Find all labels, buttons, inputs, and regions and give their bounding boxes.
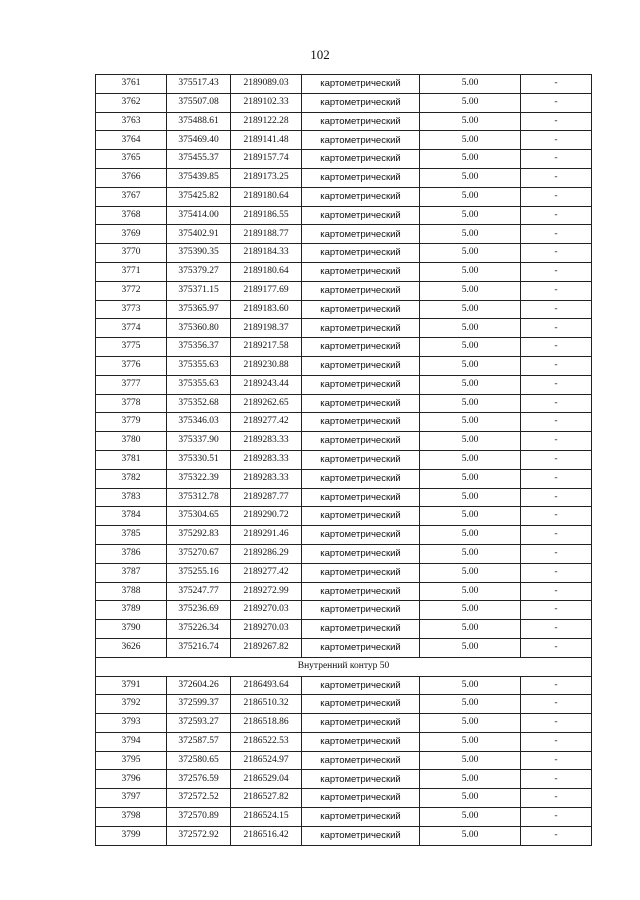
table-row xyxy=(96,356,592,375)
point-number-cell: 3791 xyxy=(96,676,167,695)
accuracy-cell: 5.00 xyxy=(420,225,521,244)
x-coordinate-cell: 375247.77 xyxy=(167,582,231,601)
method-cell: картометрический xyxy=(302,356,420,375)
note-cell: - xyxy=(521,826,592,845)
accuracy-cell: 5.00 xyxy=(420,281,521,300)
note-cell: - xyxy=(521,732,592,751)
y-coordinate-cell: 2189183.60 xyxy=(231,300,302,319)
y-coordinate-cell: 2189089.03 xyxy=(231,75,302,94)
y-coordinate-cell: 2186518.86 xyxy=(231,714,302,733)
x-coordinate-cell: 375365.97 xyxy=(167,300,231,319)
note-cell: - xyxy=(521,620,592,639)
method-cell: картометрический xyxy=(302,319,420,338)
accuracy-cell: 5.00 xyxy=(420,262,521,281)
x-coordinate-cell: 372570.89 xyxy=(167,808,231,827)
y-coordinate-cell: 2189272.99 xyxy=(231,582,302,601)
note-cell: - xyxy=(521,262,592,281)
note-cell: - xyxy=(521,168,592,187)
table-row xyxy=(96,93,592,112)
note-cell: - xyxy=(521,244,592,263)
method-cell: картометрический xyxy=(302,93,420,112)
table-row xyxy=(96,751,592,770)
note-cell: - xyxy=(521,469,592,488)
page-number: 102 xyxy=(310,47,330,62)
point-number-cell: 3768 xyxy=(96,206,167,225)
point-number-cell: 3797 xyxy=(96,789,167,808)
accuracy-cell: 5.00 xyxy=(420,563,521,582)
point-number-cell: 3776 xyxy=(96,356,167,375)
x-coordinate-cell: 375346.03 xyxy=(167,413,231,432)
accuracy-cell: 5.00 xyxy=(420,168,521,187)
x-coordinate-cell: 375312.78 xyxy=(167,488,231,507)
method-cell: картометрический xyxy=(302,751,420,770)
x-coordinate-cell: 375371.15 xyxy=(167,281,231,300)
note-cell: - xyxy=(521,112,592,131)
accuracy-cell: 5.00 xyxy=(420,751,521,770)
point-number-cell: 3796 xyxy=(96,770,167,789)
coordinates-table xyxy=(95,74,592,846)
y-coordinate-cell: 2189157.74 xyxy=(231,150,302,169)
point-number-cell: 3765 xyxy=(96,150,167,169)
note-cell: - xyxy=(521,638,592,657)
x-coordinate-cell: 375352.68 xyxy=(167,394,231,413)
method-cell: картометрический xyxy=(302,582,420,601)
note-cell: - xyxy=(521,150,592,169)
x-coordinate-cell: 375304.65 xyxy=(167,507,231,526)
method-cell: картометрический xyxy=(302,544,420,563)
method-cell: картометрический xyxy=(302,714,420,733)
table-row xyxy=(96,206,592,225)
x-coordinate-cell: 375507.08 xyxy=(167,93,231,112)
method-cell: картометрический xyxy=(302,638,420,657)
x-coordinate-cell: 372580.65 xyxy=(167,751,231,770)
note-cell: - xyxy=(521,375,592,394)
note-cell: - xyxy=(521,695,592,714)
accuracy-cell: 5.00 xyxy=(420,206,521,225)
x-coordinate-cell: 375216.74 xyxy=(167,638,231,657)
note-cell: - xyxy=(521,450,592,469)
table-row xyxy=(96,808,592,827)
table-row xyxy=(96,695,592,714)
point-number-cell: 3799 xyxy=(96,826,167,845)
accuracy-cell: 5.00 xyxy=(420,450,521,469)
point-number-cell: 3785 xyxy=(96,526,167,545)
method-cell: картометрический xyxy=(302,187,420,206)
y-coordinate-cell: 2189217.58 xyxy=(231,338,302,357)
table-row xyxy=(96,75,592,94)
note-cell: - xyxy=(521,187,592,206)
method-cell: картометрический xyxy=(302,526,420,545)
note-cell: - xyxy=(521,131,592,150)
y-coordinate-cell: 2186493.64 xyxy=(231,676,302,695)
table-row xyxy=(96,168,592,187)
y-coordinate-cell: 2186527.82 xyxy=(231,789,302,808)
y-coordinate-cell: 2189283.33 xyxy=(231,432,302,451)
y-coordinate-cell: 2189283.33 xyxy=(231,450,302,469)
accuracy-cell: 5.00 xyxy=(420,394,521,413)
table-row xyxy=(96,432,592,451)
x-coordinate-cell: 372604.26 xyxy=(167,676,231,695)
point-number-cell: 3762 xyxy=(96,93,167,112)
x-coordinate-cell: 375355.63 xyxy=(167,356,231,375)
x-coordinate-cell: 375425.82 xyxy=(167,187,231,206)
x-coordinate-cell: 375439.85 xyxy=(167,168,231,187)
y-coordinate-cell: 2186510.32 xyxy=(231,695,302,714)
table-body-after xyxy=(96,676,592,845)
note-cell: - xyxy=(521,582,592,601)
accuracy-cell: 5.00 xyxy=(420,695,521,714)
note-cell: - xyxy=(521,751,592,770)
section-row xyxy=(96,657,592,676)
point-number-cell: 3790 xyxy=(96,620,167,639)
table-row xyxy=(96,544,592,563)
accuracy-cell: 5.00 xyxy=(420,789,521,808)
y-coordinate-cell: 2186524.15 xyxy=(231,808,302,827)
y-coordinate-cell: 2189198.37 xyxy=(231,319,302,338)
method-cell: картометрический xyxy=(302,168,420,187)
point-number-cell: 3783 xyxy=(96,488,167,507)
table-row xyxy=(96,187,592,206)
note-cell: - xyxy=(521,338,592,357)
accuracy-cell: 5.00 xyxy=(420,469,521,488)
point-number-cell: 3786 xyxy=(96,544,167,563)
method-cell: картометрический xyxy=(302,770,420,789)
table-row xyxy=(96,150,592,169)
point-number-cell: 3798 xyxy=(96,808,167,827)
table-row xyxy=(96,319,592,338)
x-coordinate-cell: 375355.63 xyxy=(167,375,231,394)
table-row xyxy=(96,225,592,244)
accuracy-cell: 5.00 xyxy=(420,714,521,733)
method-cell: картометрический xyxy=(302,789,420,808)
point-number-cell: 3795 xyxy=(96,751,167,770)
table-row xyxy=(96,244,592,263)
point-number-cell: 3781 xyxy=(96,450,167,469)
accuracy-cell: 5.00 xyxy=(420,150,521,169)
note-cell: - xyxy=(521,356,592,375)
y-coordinate-cell: 2189270.03 xyxy=(231,601,302,620)
point-number-cell: 3784 xyxy=(96,507,167,526)
accuracy-cell: 5.00 xyxy=(420,826,521,845)
point-number-cell: 3782 xyxy=(96,469,167,488)
point-number-cell: 3761 xyxy=(96,75,167,94)
x-coordinate-cell: 375488.61 xyxy=(167,112,231,131)
y-coordinate-cell: 2189270.03 xyxy=(231,620,302,639)
point-number-cell: 3779 xyxy=(96,413,167,432)
point-number-cell: 3771 xyxy=(96,262,167,281)
note-cell: - xyxy=(521,394,592,413)
accuracy-cell: 5.00 xyxy=(420,676,521,695)
y-coordinate-cell: 2189122.28 xyxy=(231,112,302,131)
y-coordinate-cell: 2189277.42 xyxy=(231,563,302,582)
note-cell: - xyxy=(521,714,592,733)
table-row xyxy=(96,488,592,507)
accuracy-cell: 5.00 xyxy=(420,582,521,601)
x-coordinate-cell: 375236.69 xyxy=(167,601,231,620)
accuracy-cell: 5.00 xyxy=(420,375,521,394)
method-cell: картометрический xyxy=(302,469,420,488)
x-coordinate-cell: 372599.37 xyxy=(167,695,231,714)
note-cell: - xyxy=(521,319,592,338)
x-coordinate-cell: 375356.37 xyxy=(167,338,231,357)
table-row xyxy=(96,563,592,582)
note-cell: - xyxy=(521,808,592,827)
table-row xyxy=(96,826,592,845)
note-cell: - xyxy=(521,676,592,695)
table-row xyxy=(96,789,592,808)
note-cell: - xyxy=(521,789,592,808)
method-cell: картометрический xyxy=(302,620,420,639)
method-cell: картометрический xyxy=(302,413,420,432)
y-coordinate-cell: 2189283.33 xyxy=(231,469,302,488)
y-coordinate-cell: 2186524.97 xyxy=(231,751,302,770)
table-row xyxy=(96,507,592,526)
accuracy-cell: 5.00 xyxy=(420,770,521,789)
accuracy-cell: 5.00 xyxy=(420,488,521,507)
method-cell: картометрический xyxy=(302,75,420,94)
table-row xyxy=(96,638,592,657)
y-coordinate-cell: 2189290.72 xyxy=(231,507,302,526)
accuracy-cell: 5.00 xyxy=(420,620,521,639)
y-coordinate-cell: 2189188.77 xyxy=(231,225,302,244)
table-row xyxy=(96,300,592,319)
note-cell: - xyxy=(521,93,592,112)
table-row xyxy=(96,770,592,789)
accuracy-cell: 5.00 xyxy=(420,526,521,545)
method-cell: картометрический xyxy=(302,262,420,281)
accuracy-cell: 5.00 xyxy=(420,187,521,206)
note-cell: - xyxy=(521,75,592,94)
point-number-cell: 3626 xyxy=(96,638,167,657)
point-number-cell: 3764 xyxy=(96,131,167,150)
point-number-cell: 3774 xyxy=(96,319,167,338)
table-row xyxy=(96,526,592,545)
table-row xyxy=(96,450,592,469)
y-coordinate-cell: 2189287.77 xyxy=(231,488,302,507)
accuracy-cell: 5.00 xyxy=(420,300,521,319)
note-cell: - xyxy=(521,544,592,563)
point-number-cell: 3792 xyxy=(96,695,167,714)
point-number-cell: 3773 xyxy=(96,300,167,319)
x-coordinate-cell: 375322.39 xyxy=(167,469,231,488)
method-cell: картометрический xyxy=(302,394,420,413)
accuracy-cell: 5.00 xyxy=(420,638,521,657)
x-coordinate-cell: 375455.37 xyxy=(167,150,231,169)
point-number-cell: 3780 xyxy=(96,432,167,451)
table-row xyxy=(96,582,592,601)
accuracy-cell: 5.00 xyxy=(420,413,521,432)
table-row xyxy=(96,262,592,281)
note-cell: - xyxy=(521,432,592,451)
x-coordinate-cell: 372593.27 xyxy=(167,714,231,733)
note-cell: - xyxy=(521,770,592,789)
accuracy-cell: 5.00 xyxy=(420,75,521,94)
point-number-cell: 3794 xyxy=(96,732,167,751)
accuracy-cell: 5.00 xyxy=(420,507,521,526)
method-cell: картометрический xyxy=(302,375,420,394)
method-cell: картометрический xyxy=(302,112,420,131)
note-cell: - xyxy=(521,488,592,507)
method-cell: картометрический xyxy=(302,300,420,319)
point-number-cell: 3777 xyxy=(96,375,167,394)
x-coordinate-cell: 375330.51 xyxy=(167,450,231,469)
point-number-cell: 3766 xyxy=(96,168,167,187)
method-cell: картометрический xyxy=(302,150,420,169)
point-number-cell: 3789 xyxy=(96,601,167,620)
table-row xyxy=(96,469,592,488)
y-coordinate-cell: 2189102.33 xyxy=(231,93,302,112)
table-row xyxy=(96,620,592,639)
method-cell: картометрический xyxy=(302,206,420,225)
method-cell: картометрический xyxy=(302,507,420,526)
note-cell: - xyxy=(521,601,592,620)
table-row xyxy=(96,394,592,413)
x-coordinate-cell: 375469.40 xyxy=(167,131,231,150)
y-coordinate-cell: 2189243.44 xyxy=(231,375,302,394)
y-coordinate-cell: 2189286.29 xyxy=(231,544,302,563)
table-row xyxy=(96,112,592,131)
accuracy-cell: 5.00 xyxy=(420,131,521,150)
section-title: Внутренний контур 50 xyxy=(96,657,592,676)
accuracy-cell: 5.00 xyxy=(420,808,521,827)
y-coordinate-cell: 2189230.88 xyxy=(231,356,302,375)
x-coordinate-cell: 375292.83 xyxy=(167,526,231,545)
method-cell: картометрический xyxy=(302,131,420,150)
x-coordinate-cell: 375414.00 xyxy=(167,206,231,225)
table-row xyxy=(96,375,592,394)
table-row xyxy=(96,131,592,150)
note-cell: - xyxy=(521,413,592,432)
x-coordinate-cell: 372587.57 xyxy=(167,732,231,751)
x-coordinate-cell: 375226.34 xyxy=(167,620,231,639)
method-cell: картометрический xyxy=(302,563,420,582)
y-coordinate-cell: 2189291.46 xyxy=(231,526,302,545)
x-coordinate-cell: 375337.90 xyxy=(167,432,231,451)
x-coordinate-cell: 375379.27 xyxy=(167,262,231,281)
point-number-cell: 3787 xyxy=(96,563,167,582)
note-cell: - xyxy=(521,206,592,225)
point-number-cell: 3788 xyxy=(96,582,167,601)
method-cell: картометрический xyxy=(302,244,420,263)
y-coordinate-cell: 2186516.42 xyxy=(231,826,302,845)
x-coordinate-cell: 375390.35 xyxy=(167,244,231,263)
accuracy-cell: 5.00 xyxy=(420,432,521,451)
y-coordinate-cell: 2189180.64 xyxy=(231,262,302,281)
method-cell: картометрический xyxy=(302,732,420,751)
y-coordinate-cell: 2189186.55 xyxy=(231,206,302,225)
method-cell: картометрический xyxy=(302,450,420,469)
point-number-cell: 3793 xyxy=(96,714,167,733)
table-row xyxy=(96,281,592,300)
y-coordinate-cell: 2189267.82 xyxy=(231,638,302,657)
x-coordinate-cell: 372572.52 xyxy=(167,789,231,808)
section-header xyxy=(96,657,592,676)
method-cell: картометрический xyxy=(302,225,420,244)
x-coordinate-cell: 375360.80 xyxy=(167,319,231,338)
table-row xyxy=(96,601,592,620)
accuracy-cell: 5.00 xyxy=(420,338,521,357)
method-cell: картометрический xyxy=(302,281,420,300)
table-row xyxy=(96,714,592,733)
point-number-cell: 3770 xyxy=(96,244,167,263)
accuracy-cell: 5.00 xyxy=(420,93,521,112)
note-cell: - xyxy=(521,225,592,244)
method-cell: картометрический xyxy=(302,432,420,451)
note-cell: - xyxy=(521,300,592,319)
point-number-cell: 3769 xyxy=(96,225,167,244)
method-cell: картометрический xyxy=(302,601,420,620)
x-coordinate-cell: 375270.67 xyxy=(167,544,231,563)
x-coordinate-cell: 372572.92 xyxy=(167,826,231,845)
y-coordinate-cell: 2189184.33 xyxy=(231,244,302,263)
note-cell: - xyxy=(521,281,592,300)
point-number-cell: 3778 xyxy=(96,394,167,413)
accuracy-cell: 5.00 xyxy=(420,544,521,563)
y-coordinate-cell: 2189180.64 xyxy=(231,187,302,206)
y-coordinate-cell: 2189141.48 xyxy=(231,131,302,150)
method-cell: картометрический xyxy=(302,488,420,507)
point-number-cell: 3767 xyxy=(96,187,167,206)
accuracy-cell: 5.00 xyxy=(420,601,521,620)
table-row xyxy=(96,338,592,357)
accuracy-cell: 5.00 xyxy=(420,244,521,263)
y-coordinate-cell: 2189277.42 xyxy=(231,413,302,432)
note-cell: - xyxy=(521,563,592,582)
y-coordinate-cell: 2189177.69 xyxy=(231,281,302,300)
table-body-before xyxy=(96,75,592,658)
y-coordinate-cell: 2189173.25 xyxy=(231,168,302,187)
method-cell: картометрический xyxy=(302,338,420,357)
x-coordinate-cell: 375255.16 xyxy=(167,563,231,582)
x-coordinate-cell: 375517.43 xyxy=(167,75,231,94)
table-row xyxy=(96,732,592,751)
x-coordinate-cell: 372576.59 xyxy=(167,770,231,789)
note-cell: - xyxy=(521,507,592,526)
x-coordinate-cell: 375402.91 xyxy=(167,225,231,244)
y-coordinate-cell: 2189262.65 xyxy=(231,394,302,413)
point-number-cell: 3772 xyxy=(96,281,167,300)
method-cell: картометрический xyxy=(302,826,420,845)
y-coordinate-cell: 2186529.04 xyxy=(231,770,302,789)
y-coordinate-cell: 2186522.53 xyxy=(231,732,302,751)
table-row xyxy=(96,676,592,695)
table-row xyxy=(96,413,592,432)
note-cell: - xyxy=(521,526,592,545)
accuracy-cell: 5.00 xyxy=(420,112,521,131)
method-cell: картометрический xyxy=(302,695,420,714)
method-cell: картометрический xyxy=(302,676,420,695)
point-number-cell: 3775 xyxy=(96,338,167,357)
accuracy-cell: 5.00 xyxy=(420,732,521,751)
accuracy-cell: 5.00 xyxy=(420,356,521,375)
accuracy-cell: 5.00 xyxy=(420,319,521,338)
method-cell: картометрический xyxy=(302,808,420,827)
point-number-cell: 3763 xyxy=(96,112,167,131)
